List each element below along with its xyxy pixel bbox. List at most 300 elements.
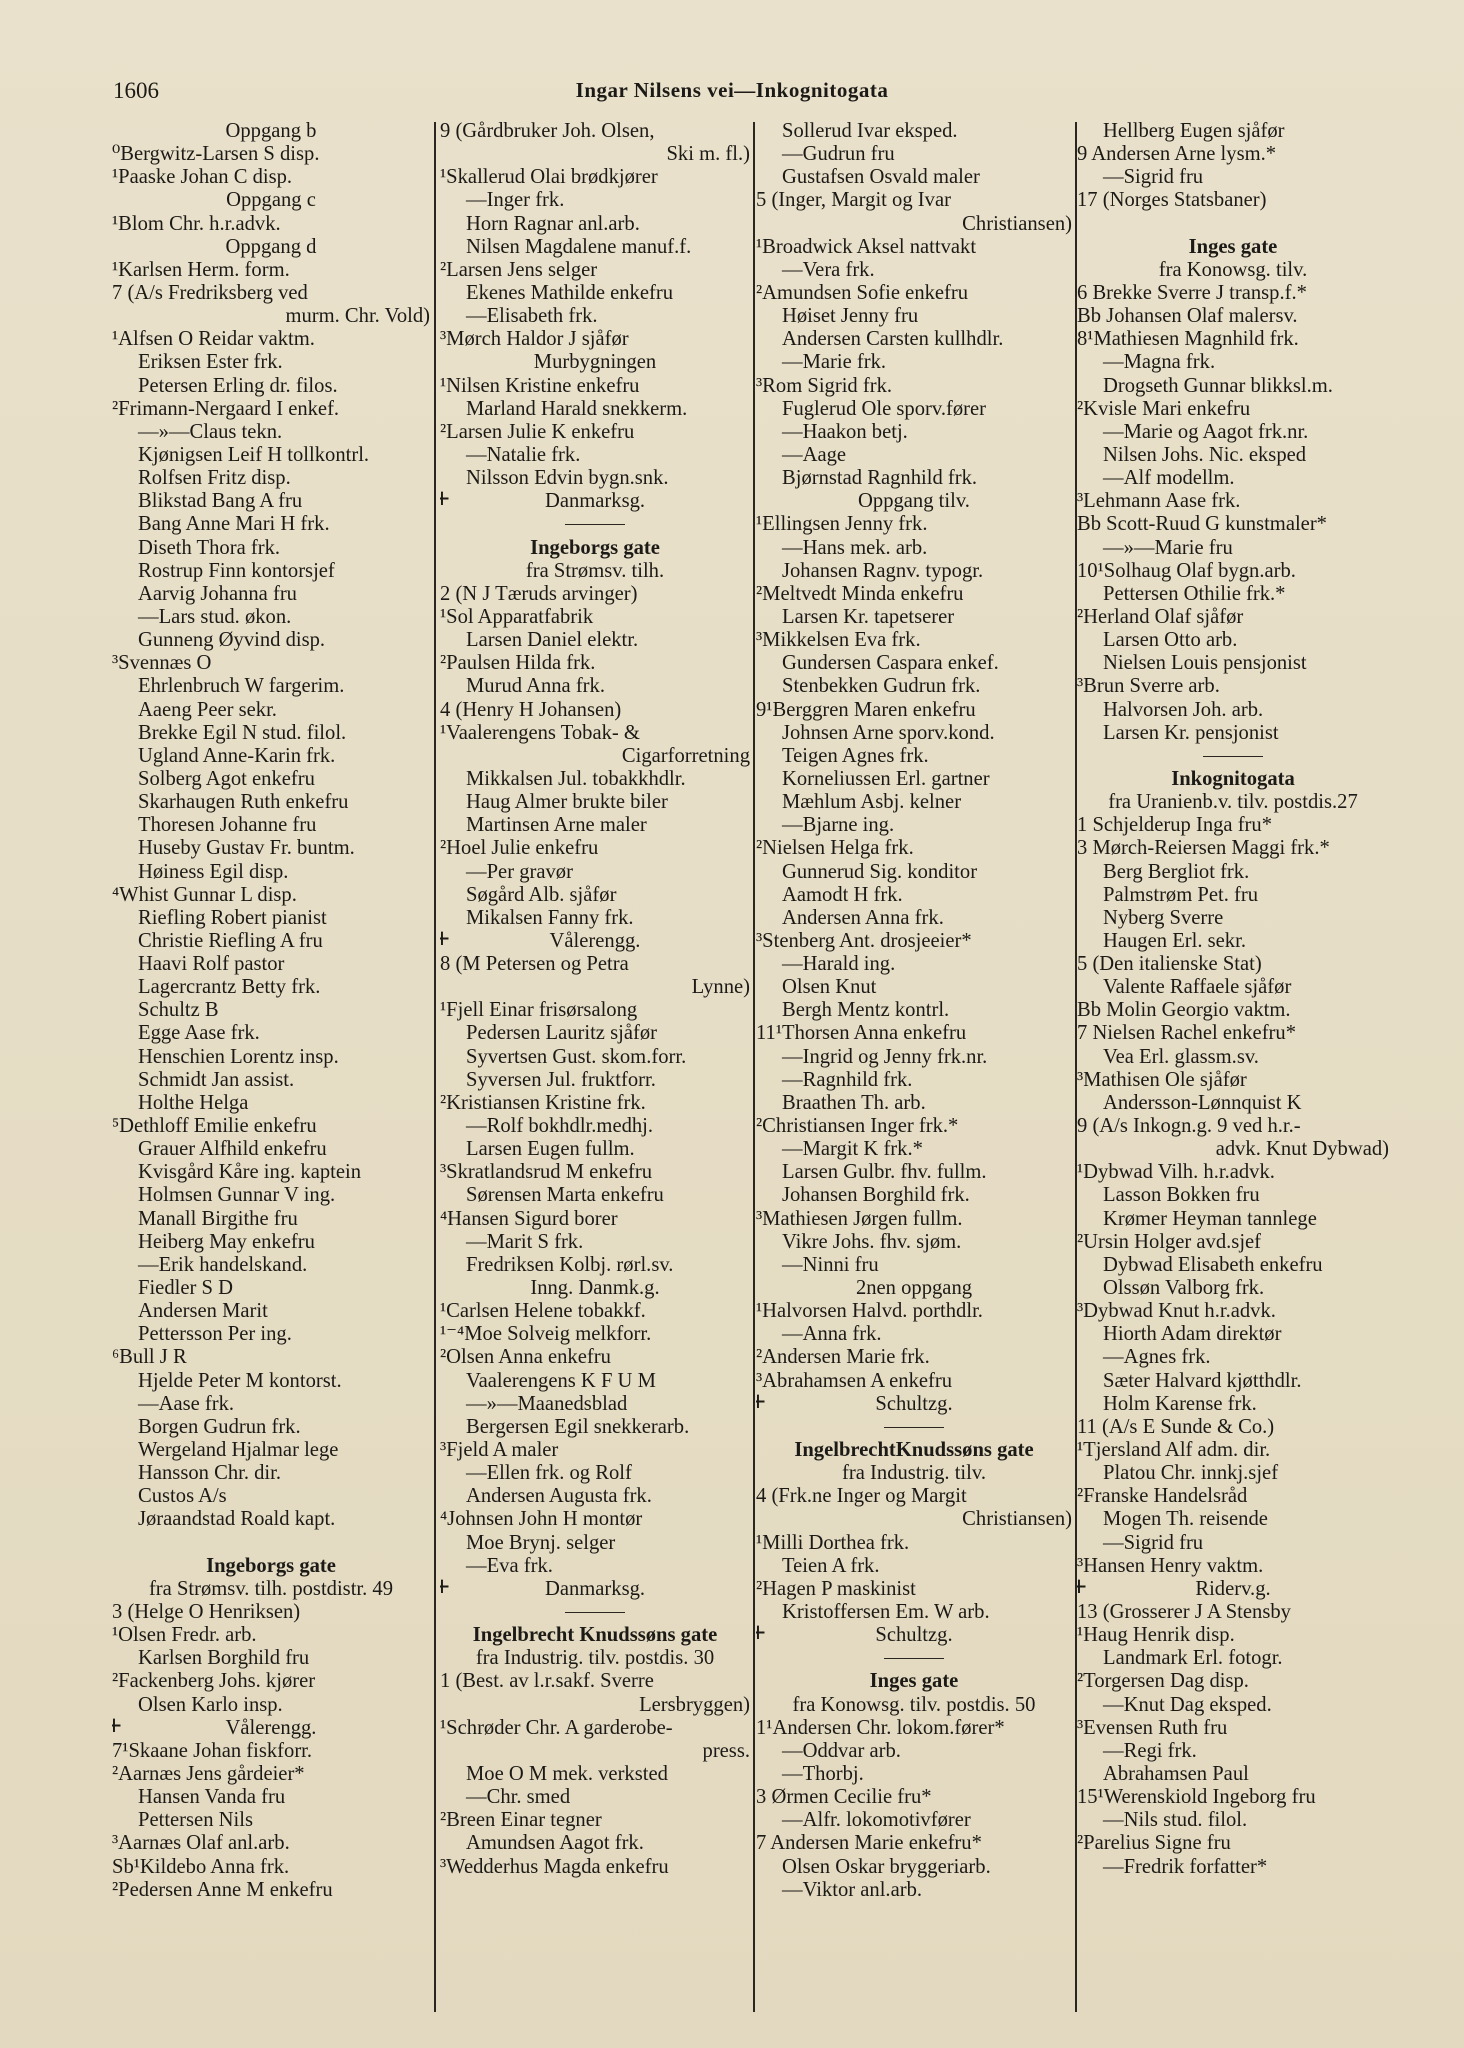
directory-entry: Marland Harald snekkerm. [466, 397, 688, 420]
cross-street: + Schultzg. [756, 1624, 1072, 1647]
directory-entry: Schmidt Jan assist. [138, 1068, 295, 1091]
directory-entry: Hansen Vanda fru [138, 1786, 286, 1809]
directory-entry: Olsen Oskar bryggeriarb. [782, 1855, 991, 1878]
directory-entry: Lersbryggen) [639, 1693, 750, 1716]
cross-street: + Vålerengg. [112, 1717, 430, 1740]
directory-entry: ³Fjeld A maler [440, 1439, 559, 1462]
directory-entry: —Elisabeth frk. [466, 305, 598, 328]
directory-entry: ¹Carlsen Helene tobakkf. [440, 1300, 646, 1323]
directory-entry: ²Olsen Anna enkefru [440, 1346, 611, 1369]
directory-entry: Nilsen Johs. Nic. eksped [1103, 443, 1307, 466]
directory-entry: Kristoffersen Em. W arb. [782, 1601, 990, 1623]
directory-entry: ³Stenberg Ant. drosjeeier* [756, 929, 972, 952]
directory-entry: ³Wedderhus Magda enkefru [440, 1855, 669, 1878]
directory-entry: ²Pedersen Anne M enkefru [112, 1878, 333, 1901]
directory-entry: Rolfsen Fritz disp. [138, 467, 291, 490]
directory-entry: —Vera frk. [782, 258, 875, 281]
directory-entry: ¹Ellingsen Jenny frk. [756, 513, 928, 536]
directory-entry: Abrahamsen Paul [1103, 1762, 1249, 1785]
directory-entry: Drogseth Gunnar blikksl.m. [1103, 374, 1333, 397]
directory-entry: ²Meltvedt Minda enkefru [756, 582, 964, 605]
directory-entry: ¹Broadwick Aksel nattvakt [756, 235, 977, 258]
directory-entry: Schultz B [138, 999, 219, 1022]
directory-entry: Andersen Augusta frk. [466, 1485, 652, 1508]
directory-entry: Holmsen Gunnar V ing. [138, 1184, 336, 1207]
directory-entry: Blikstad Bang A fru [138, 490, 303, 513]
cross-street: + Schultzg. [756, 1393, 1072, 1416]
directory-entry: murm. Chr. Vold) [285, 305, 430, 328]
directory-entry: —Sigrid fru [1103, 166, 1204, 189]
directory-entry: —Ellen frk. og Rolf [466, 1462, 632, 1485]
section-label: fra Strømsv. tilh. [525, 559, 665, 582]
directory-entry: Andersen Anna frk. [782, 906, 944, 929]
street-heading: Ingeborgs gate [206, 1554, 336, 1577]
directory-entry: —Alfr. lokomotivfører [782, 1809, 971, 1832]
directory-entry: Dybwad Elisabeth enkefru [1103, 1253, 1323, 1276]
directory-entry: ²Amundsen Sofie enkefru [756, 281, 969, 304]
directory-entry: —Eva frk. [466, 1554, 553, 1577]
directory-entry: 6 Brekke Sverre J transp.f.* [1077, 281, 1307, 304]
directory-entry: Wergeland Hjalmar lege [138, 1439, 339, 1462]
section-label: Oppgang d [225, 235, 317, 258]
directory-column-2 [440, 120, 750, 2010]
directory-entry: Custos A/s [138, 1485, 227, 1508]
directory-entry: Pedersen Lauritz sjåfør [466, 1022, 657, 1045]
directory-entry: ¹Milli Dorthea frk. [756, 1531, 910, 1554]
directory-entry: advk. Knut Dybwad) [1215, 1138, 1389, 1161]
directory-entry: 3 (Helge O Henriksen) [112, 1601, 301, 1623]
directory-entry: —Viktor anl.arb. [782, 1878, 923, 1901]
section-label: fra Industrig. tilv. [842, 1462, 986, 1485]
directory-entry: ¹⁻⁴Moe Solveig melkforr. [440, 1323, 652, 1346]
directory-entry: —Erik handelskand. [138, 1253, 308, 1276]
directory-entry: Mikalsen Fanny frk. [466, 906, 634, 929]
directory-entry: —Fredrik forfatter* [1103, 1855, 1268, 1878]
section-divider [440, 1601, 750, 1624]
directory-entry: Aamodt H frk. [782, 883, 903, 906]
street-heading: Inges gate [869, 1670, 959, 1693]
directory-entry: ³Mørch Haldor J sjåfør [440, 328, 629, 351]
directory-entry: ¹Schrøder Chr. A garderobe- [440, 1716, 673, 1739]
directory-entry: Johansen Borghild frk. [782, 1184, 970, 1207]
street-heading: Ingeborgs gate [530, 536, 660, 559]
directory-entry: Brekke Egil N stud. filol. [138, 721, 347, 744]
directory-entry: 5 (Inger, Margit og Ivar [756, 189, 951, 212]
directory-entry: ¹Nilsen Kristine enkefru [440, 374, 640, 397]
directory-entry: Ehrlenbruch W fargerim. [138, 675, 345, 698]
directory-entry: ³Mathiesen Jørgen fullm. [756, 1207, 963, 1230]
directory-entry: ¹Skallerud Olai brødkjører [440, 166, 658, 189]
directory-entry: Andersen Carsten kullhdlr. [782, 328, 1004, 351]
directory-entry: 5 (Den italienske Stat) [1077, 953, 1262, 976]
directory-entry: Johnsen Arne sporv.kond. [782, 721, 995, 744]
directory-entry: —Margit K frk.* [782, 1138, 923, 1161]
directory-entry: Bang Anne Mari H frk. [138, 513, 330, 536]
directory-entry: —Thorbj. [782, 1762, 864, 1785]
directory-column-1 [112, 120, 430, 2010]
directory-entry: Aarvig Johanna fru [138, 582, 297, 605]
street-heading: Inkognitogata [1171, 767, 1295, 790]
directory-entry: 7 Nielsen Rachel enkefru* [1077, 1022, 1297, 1045]
directory-entry: —Marit S frk. [466, 1230, 584, 1253]
directory-entry: Nyberg Sverre [1103, 906, 1224, 929]
directory-entry: —Aase frk. [138, 1392, 235, 1415]
directory-entry: Braathen Th. arb. [782, 1091, 926, 1114]
directory-entry: Haugen Erl. sekr. [1103, 929, 1246, 952]
street-heading: Ingelbrecht Knudssøns gate [472, 1624, 718, 1647]
directory-entry: Huseby Gustav Fr. buntm. [138, 837, 355, 860]
directory-entry: Halvorsen Joh. arb. [1103, 698, 1264, 721]
directory-entry: ²Larsen Jens selger [440, 258, 598, 281]
directory-entry: Holthe Helga [138, 1091, 249, 1114]
directory-entry: ³Dybwad Knut h.r.advk. [1077, 1300, 1276, 1323]
directory-entry: Mæhlum Asbj. kelner [782, 791, 962, 814]
directory-entry: Henschien Lorentz insp. [138, 1045, 339, 1068]
directory-entry: 10¹Solhaug Olaf bygn.arb. [1077, 559, 1296, 582]
directory-entry: —Hans mek. arb. [782, 536, 928, 559]
directory-entry [112, 1532, 430, 1555]
directory-entry: 3 Mørch-Reiersen Maggi frk.* [1077, 837, 1330, 860]
directory-entry: Aaeng Peer sekr. [138, 698, 277, 721]
directory-entry: ²Franske Handelsråd [1077, 1485, 1248, 1508]
directory-entry: ³Mikkelsen Eva frk. [756, 629, 921, 652]
directory-entry: Rostrup Finn kontorsjef [138, 559, 335, 582]
directory-entry: Mikkalsen Jul. tobakkhdlr. [466, 767, 686, 790]
directory-entry: Vea Erl. glassm.sv. [1103, 1045, 1259, 1068]
directory-entry: ¹Fjell Einar frisørsalong [440, 999, 638, 1022]
directory-entry: ¹Halvorsen Halvd. porthdlr. [756, 1300, 983, 1323]
directory-entry: ⁵Dethloff Emilie enkefru [112, 1115, 317, 1138]
directory-entry: Bb Molin Georgio vaktm. [1077, 999, 1291, 1022]
directory-entry: ¹Tjersland Alf adm. dir. [1077, 1439, 1271, 1462]
directory-entry: Diseth Thora frk. [138, 536, 281, 559]
directory-entry: Stenbekken Gudrun frk. [782, 675, 981, 698]
directory-entry: ¹Paaske Johan C disp. [112, 166, 293, 189]
directory-entry: ²Torgersen Dag disp. [1077, 1670, 1249, 1693]
directory-entry: ²Hoel Julie enkefru [440, 837, 599, 860]
page-title: Ingar Nilsens vei—Inkognitogata [575, 78, 889, 102]
directory-entry: ¹Dybwad Vilh. h.r.advk. [1077, 1161, 1275, 1184]
directory-entry: Syversen Jul. fruktforr. [466, 1068, 656, 1091]
directory-entry: —Marie frk. [782, 351, 887, 374]
directory-entry: 11 (A/s E Sunde & Co.) [1077, 1415, 1275, 1438]
directory-entry: Grauer Alfhild enkefru [138, 1138, 327, 1161]
directory-entry: Murud Anna frk. [466, 675, 605, 698]
directory-entry: Lasson Bokken fru [1103, 1184, 1260, 1207]
directory-entry: ¹Karlsen Herm. form. [112, 258, 290, 281]
directory-entry: Bb Johansen Olaf malersv. [1077, 305, 1298, 328]
directory-entry: Horn Ragnar anl.arb. [466, 212, 640, 235]
directory-entry: Kjønigsen Leif H tollkontrl. [138, 443, 370, 466]
directory-entry: 11¹Thorsen Anna enkefru [756, 1022, 967, 1045]
directory-entry: 15¹Werenskiold Ingeborg fru [1077, 1786, 1316, 1809]
directory-entry: Christiansen) [962, 212, 1072, 235]
directory-entry: Moe O M mek. verksted [466, 1762, 668, 1785]
directory-entry: Sæter Halvard kjøtthdlr. [1103, 1369, 1302, 1392]
directory-entry: Heiberg May enkefru [138, 1230, 315, 1253]
directory-entry: Vikre Johs. fhv. sjøm. [782, 1230, 962, 1253]
directory-entry: —»—Claus tekn. [138, 420, 283, 443]
section-label: Oppgang b [225, 120, 317, 142]
directory-entry: ³Svennæs O [112, 652, 212, 675]
directory-entry: —Per gravør [466, 860, 573, 883]
directory-entry: ³Mathisen Ole sjåfør [1077, 1068, 1247, 1091]
directory-entry: Mogen Th. reisende [1103, 1508, 1268, 1531]
directory-entry: Larsen Kr. tapetserer [782, 605, 955, 628]
directory-entry: Korneliussen Erl. gartner [782, 767, 990, 790]
directory-entry: Riefling Robert pianist [138, 906, 327, 929]
directory-entry: Pettersen Nils [138, 1809, 253, 1832]
directory-entry: Holm Karense frk. [1103, 1392, 1257, 1415]
directory-entry: ³Evensen Ruth fru [1077, 1716, 1228, 1739]
directory-entry: —Alf modellm. [1103, 467, 1235, 490]
directory-entry: Sb¹Kildebo Anna frk. [112, 1855, 290, 1878]
directory-entry: Krømer Heyman tannlege [1103, 1207, 1317, 1230]
directory-entry: Ekenes Mathilde enkefru [466, 281, 674, 304]
directory-entry: 9¹Berggren Maren enkefru [756, 698, 976, 721]
directory-entry: 2 (N J Tæruds arvinger) [440, 582, 638, 605]
street-heading: Inges gate [1188, 235, 1278, 258]
directory-entry: Gustafsen Osvald maler [782, 166, 980, 189]
directory-entry: —Ragnhild frk. [782, 1068, 913, 1091]
directory-entry: Karlsen Borghild fru [138, 1647, 310, 1670]
directory-entry: Ugland Anne-Karin frk. [138, 744, 336, 767]
directory-entry: Pettersen Othilie frk.* [1103, 582, 1286, 605]
directory-entry: Haug Almer brukte biler [466, 791, 668, 814]
directory-entry: Hiorth Adam direktør [1103, 1323, 1282, 1346]
directory-entry: Fuglerud Ole sporv.fører [782, 397, 986, 420]
directory-entry: —»—Maanedsblad [466, 1392, 628, 1415]
directory-entry: Christiansen) [962, 1508, 1072, 1531]
section-divider [1077, 745, 1389, 768]
directory-entry: 4 (Henry H Johansen) [440, 698, 622, 721]
cross-street: + Riderv.g. [1077, 1578, 1389, 1601]
section-label: Inng. Danmk.g. [530, 1277, 660, 1300]
directory-entry: ²Kvisle Mari enkefru [1077, 397, 1251, 420]
directory-entry: —Marie og Aagot frk.nr. [1103, 420, 1309, 443]
directory-entry: 17 (Norges Statsbaner) [1077, 189, 1267, 212]
directory-entry: —»—Marie fru [1103, 536, 1233, 559]
directory-entry: Nilsen Magdalene manuf.f. [466, 235, 692, 258]
section-label: Oppgang tilv. [858, 490, 970, 513]
directory-entry: Gunnerud Sig. konditor [782, 860, 978, 883]
directory-entry: ²Aarnæs Jens gårdeier* [112, 1762, 305, 1785]
directory-entry: ³Abrahamsen A enkefru [756, 1369, 953, 1392]
directory-entry: ³Aarnæs Olaf anl.arb. [112, 1832, 290, 1855]
directory-entry: Egge Aase frk. [138, 1022, 260, 1045]
directory-entry: —Anna frk. [782, 1323, 882, 1346]
directory-entry: 7 Andersen Marie enkefru* [756, 1832, 982, 1855]
directory-entry: —Magna frk. [1103, 351, 1216, 374]
directory-entry: ²Fackenberg Johs. kjører [112, 1670, 316, 1693]
directory-entry: 13 (Grosserer J A Stensby [1077, 1601, 1291, 1623]
directory-entry: Olssøn Valborg frk. [1103, 1277, 1265, 1300]
directory-entry: Johansen Ragnv. typogr. [782, 559, 984, 582]
directory-entry: Gundersen Caspara enkef. [782, 652, 999, 675]
directory-entry: Amundsen Aagot frk. [466, 1832, 644, 1855]
cross-street: + Vålerengg. [440, 930, 750, 953]
section-label: fra Uranienb.v. tilv. postdis.27 [1108, 791, 1358, 814]
directory-entry: Olsen Knut [782, 976, 877, 999]
directory-entry: Høiset Jenny fru [782, 305, 919, 328]
directory-entry: Martinsen Arne maler [466, 814, 647, 837]
directory-entry: 4 (Frk.ne Inger og Margit [756, 1485, 967, 1508]
directory-entry: Valente Raffaele sjåfør [1103, 976, 1292, 999]
directory-entry: ²Herland Olaf sjåfør [1077, 605, 1244, 628]
directory-entry: ⁶Bull J R [112, 1346, 187, 1369]
directory-entry: —Bjarne ing. [782, 814, 895, 837]
directory-entry: Borgen Gudrun frk. [138, 1415, 301, 1438]
directory-entry: 1 Schjelderup Inga fru* [1077, 814, 1273, 837]
directory-entry: Moe Brynj. selger [466, 1531, 616, 1554]
directory-entry: Syvertsen Gust. skom.forr. [466, 1045, 687, 1068]
directory-entry: ²Breen Einar tegner [440, 1809, 602, 1832]
directory-entry: —Sigrid fru [1103, 1531, 1204, 1554]
directory-entry: —Chr. smed [466, 1786, 571, 1809]
directory-entry: Andersson-Lønnquist K [1103, 1091, 1302, 1114]
directory-entry: 9 (A/s Inkogn.g. 9 ved h.r.- [1077, 1115, 1301, 1138]
directory-entry: —Regi frk. [1103, 1739, 1197, 1762]
directory-entry: 8¹Mathiesen Magnhild frk. [1077, 328, 1299, 351]
directory-entry: Gunneng Øyvind disp. [138, 629, 326, 652]
directory-entry: Haavi Rolf pastor [138, 953, 285, 976]
section-label: fra Strømsv. tilh. postdistr. 49 [148, 1577, 394, 1600]
directory-entry: —Ingrid og Jenny frk.nr. [782, 1045, 988, 1068]
directory-entry: ²Kristiansen Kristine frk. [440, 1091, 646, 1114]
section-label: Oppgang c [226, 189, 316, 212]
directory-entry: Nielsen Louis pensjonist [1103, 652, 1307, 675]
directory-entry: Lynne) [691, 976, 750, 999]
directory-entry: Bergh Mentz kontrl. [782, 999, 950, 1022]
directory-entry: Vaalerengens K F U M [466, 1369, 656, 1392]
directory-entry: Larsen Otto arb. [1103, 629, 1238, 652]
section-label: Murbygningen [533, 351, 657, 374]
directory-entry: ³Hansen Henry vaktm. [1077, 1554, 1264, 1577]
directory-entry: —Rolf bokhdlr.medhj. [466, 1115, 654, 1138]
column-divider [753, 122, 755, 2012]
directory-entry: Christie Riefling A fru [138, 929, 323, 952]
column-divider [434, 122, 436, 2012]
directory-entry: ²Parelius Signe fru [1077, 1832, 1231, 1855]
directory-entry: Petersen Erling dr. filos. [138, 374, 338, 397]
cross-street: + Danmarksg. [440, 1578, 750, 1601]
directory-entry: Olsen Karlo insp. [138, 1693, 283, 1716]
directory-entry: Bb Scott-Ruud G kunstmaler* [1077, 513, 1327, 536]
directory-entry: Platou Chr. innkj.sjef [1103, 1462, 1279, 1485]
directory-entry: Berg Bergliot frk. [1103, 860, 1250, 883]
directory-entry: ⁰Bergwitz-Larsen S disp. [112, 143, 320, 166]
directory-entry: ⁴Johnsen John H montør [440, 1508, 643, 1531]
section-label: fra Konowsg. tilv. [1158, 258, 1308, 281]
directory-entry: ²Frimann-Nergaard I enkef. [112, 397, 340, 420]
directory-entry: Teien A frk. [782, 1554, 880, 1577]
directory-entry: 7 (A/s Fredriksberg ved [112, 281, 308, 304]
directory-entry: ¹Alfsen O Reidar vaktm. [112, 328, 315, 351]
directory-entry: Sørensen Marta enkefru [466, 1184, 664, 1207]
directory-entry: Solberg Agot enkefru [138, 767, 315, 790]
directory-entry: ¹Olsen Fredr. arb. [112, 1624, 257, 1647]
directory-entry: Larsen Kr. pensjonist [1103, 721, 1279, 744]
directory-entry: ¹Haug Henrik disp. [1077, 1624, 1235, 1647]
directory-entry: Andersen Marit [138, 1300, 268, 1323]
directory-entry: Manall Birgithe fru [138, 1207, 298, 1230]
directory-entry: Lagercrantz Betty frk. [138, 976, 321, 999]
directory-entry: ²Andersen Marie frk. [756, 1346, 930, 1369]
cross-street: + Danmarksg. [440, 490, 750, 513]
directory-entry: —Aage [782, 443, 847, 466]
directory-entry: ²Christiansen Inger frk.* [756, 1115, 959, 1138]
directory-entry: ²Ursin Holger avd.sjef [1077, 1230, 1262, 1253]
directory-entry: 9 (Gårdbruker Joh. Olsen, [440, 120, 655, 142]
directory-entry: ²Paulsen Hilda frk. [440, 652, 596, 675]
directory-entry: —Haakon betj. [782, 420, 908, 443]
directory-entry: Bjørnstad Ragnhild frk. [782, 467, 978, 490]
directory-column-3 [756, 120, 1072, 2010]
directory-entry: 3 Ørmen Cecilie fru* [756, 1786, 932, 1809]
section-label: fra Industrig. tilv. postdis. 30 [475, 1647, 715, 1670]
directory-entry: Nilsson Edvin bygn.snk. [466, 467, 669, 490]
directory-entry: Jøraandstad Roald kapt. [138, 1508, 336, 1531]
directory-entry: Søgård Alb. sjåfør [466, 883, 617, 906]
directory-entry: Larsen Eugen fullm. [466, 1138, 635, 1161]
section-label: 2nen oppgang [855, 1277, 973, 1300]
directory-entry: —Ninni fru [782, 1253, 879, 1276]
directory-entry: ³Skratlandsrud M enkefru [440, 1161, 653, 1184]
directory-column-4 [1077, 120, 1389, 2010]
directory-entry: —Gudrun fru [782, 143, 895, 166]
directory-entry: Larsen Daniel elektr. [466, 629, 639, 652]
directory-entry: Hansson Chr. dir. [138, 1462, 282, 1485]
directory-entry: Skarhaugen Ruth enkefru [138, 791, 349, 814]
directory-entry: —Lars stud. økon. [138, 605, 292, 628]
directory-entry: 1 (Best. av l.r.sakf. Sverre [440, 1670, 654, 1693]
street-heading: IngelbrechtKnudssøns gate [794, 1439, 1034, 1462]
directory-entry: Eriksen Ester frk. [138, 351, 283, 374]
section-label: fra Konowsg. tilv. postdis. 50 [792, 1693, 1036, 1716]
directory-entry: Hellberg Eugen sjåfør [1103, 120, 1285, 142]
page-number: 1606 [113, 78, 159, 103]
directory-entry: Kvisgård Kåre ing. kaptein [138, 1161, 362, 1184]
directory-entry: —Harald ing. [782, 953, 896, 976]
directory-entry [1077, 213, 1389, 236]
directory-entry: Fredriksen Kolbj. rørl.sv. [466, 1253, 674, 1276]
directory-entry: ³Rom Sigrid frk. [756, 374, 893, 397]
directory-entry: Pettersson Per ing. [138, 1323, 292, 1346]
directory-entry: Sollerud Ivar eksped. [782, 120, 958, 142]
directory-entry: ¹Vaalerengens Tobak- & [440, 721, 640, 744]
directory-entry: ¹Blom Chr. h.r.advk. [112, 212, 281, 235]
directory-entry: Cigarforretning [621, 744, 750, 767]
directory-entry: —Knut Dag eksped. [1103, 1693, 1272, 1716]
directory-entry: ²Larsen Julie K enkefru [440, 420, 635, 443]
directory-entry: ²Nielsen Helga frk. [756, 837, 914, 860]
directory-entry: —Natalie frk. [466, 443, 581, 466]
directory-entry: Larsen Gulbr. fhv. fullm. [782, 1161, 987, 1184]
directory-entry: ⁴Hansen Sigurd borer [440, 1207, 618, 1230]
directory-entry: ¹Sol Apparatfabrik [440, 605, 594, 628]
directory-entry: ³Brun Sverre arb. [1077, 675, 1220, 698]
directory-entry: 8 (M Petersen og Petra [440, 953, 629, 976]
directory-entry: Thoresen Johanne fru [138, 814, 317, 837]
directory-entry: ³Lehmann Aase frk. [1077, 490, 1241, 513]
directory-entry: Fiedler S D [138, 1277, 233, 1300]
directory-entry: ⁴Whist Gunnar L disp. [112, 883, 297, 906]
directory-entry: 9 Andersen Arne lysm.* [1077, 143, 1277, 166]
section-divider [756, 1647, 1072, 1670]
section-divider [756, 1416, 1072, 1439]
directory-entry: —Agnes frk. [1103, 1346, 1211, 1369]
directory-entry: —Inger frk. [466, 189, 565, 212]
